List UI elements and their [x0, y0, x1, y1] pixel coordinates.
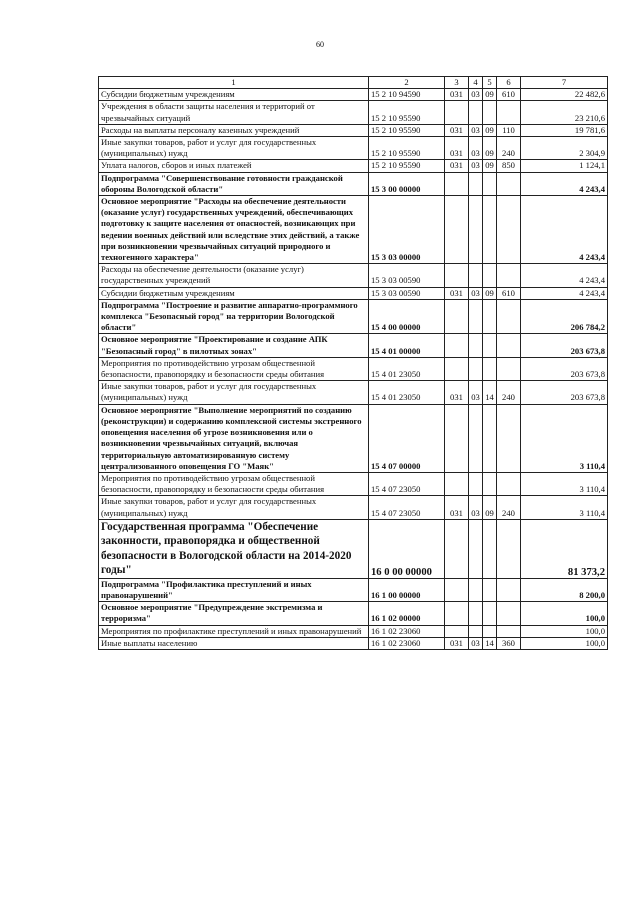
row-grbs-cell	[445, 602, 469, 625]
row-name-cell: Основное мероприятие "Расходы на обеспечение деятельности (оказание услуг) государственных учреждений, обеспечивающих подготовку к защите населения от опасностей, возникающих при ведении военных действий или вследствие этих действий, а также при возникновении чрезвычайных ситуаций природного и техногенного характера"	[99, 196, 369, 264]
row-csr-cell: 16 0 00 00000	[369, 519, 445, 578]
row-vr-cell: 240	[497, 496, 521, 519]
row-rz-cell: 03	[469, 287, 483, 299]
row-pr-cell	[483, 625, 497, 637]
row-sum-cell: 23 210,6	[521, 101, 608, 124]
row-name-cell: Субсидии бюджетным учреждениям	[99, 89, 369, 101]
row-csr-cell: 15 2 10 95590	[369, 124, 445, 136]
row-sum-cell: 3 110,4	[521, 404, 608, 472]
row-name-cell: Мероприятия по противодействию угрозам общественной безопасности, правопорядку и безопасности среды обитания	[99, 357, 369, 380]
row-vr-cell	[497, 196, 521, 264]
table-row	[99, 357, 608, 380]
row-grbs-cell	[445, 404, 469, 472]
row-rz-cell: 03	[469, 381, 483, 404]
page-number: 60	[316, 40, 324, 49]
row-csr-cell: 15 3 03 00000	[369, 196, 445, 264]
table-row	[99, 496, 608, 519]
row-sum-cell: 4 243,4	[521, 264, 608, 287]
table-row	[99, 602, 608, 625]
row-name-cell: Учреждения в области защиты населения и территорий от чрезвычайных ситуаций	[99, 101, 369, 124]
row-rz-cell	[469, 172, 483, 195]
row-name-cell: Государственная программа "Обеспечение законности, правопорядка и общественной безопасности в Вологодской области на 2014-2020 годы"	[99, 519, 369, 578]
row-rz-cell	[469, 602, 483, 625]
row-vr-cell: 850	[497, 160, 521, 172]
row-pr-cell	[483, 519, 497, 578]
row-pr-cell	[483, 264, 497, 287]
row-grbs-cell: 031	[445, 137, 469, 160]
header-cell-csr: 2	[369, 77, 445, 89]
header-cell-grbs: 3	[445, 77, 469, 89]
row-sum-cell: 2 304,9	[521, 137, 608, 160]
row-vr-cell	[497, 404, 521, 472]
row-name-cell: Мероприятия по профилактике преступлений и иных правонарушений	[99, 625, 369, 637]
row-vr-cell	[497, 625, 521, 637]
row-rz-cell: 03	[469, 160, 483, 172]
row-rz-cell	[469, 519, 483, 578]
row-sum-cell: 3 110,4	[521, 496, 608, 519]
row-name-cell: Основное мероприятие "Выполнение мероприятий по созданию (реконструкции) и содержанию комплексной системы экстренного оповещения населения об угрозе возникновения или о возникновении чрезвычайных ситуаций, включая территориальную автоматизированную систему централизованного оповещения ГО "Маяк"	[99, 404, 369, 472]
row-vr-cell	[497, 578, 521, 601]
table-row	[99, 137, 608, 160]
row-vr-cell: 240	[497, 381, 521, 404]
table-row	[99, 404, 608, 472]
row-sum-cell: 203 673,8	[521, 381, 608, 404]
row-csr-cell: 15 4 01 23050	[369, 381, 445, 404]
row-grbs-cell	[445, 357, 469, 380]
row-pr-cell: 09	[483, 496, 497, 519]
table-row	[99, 101, 608, 124]
row-sum-cell: 100,0	[521, 637, 608, 649]
row-sum-cell: 22 482,6	[521, 89, 608, 101]
row-grbs-cell: 031	[445, 89, 469, 101]
row-name-cell: Субсидии бюджетным учреждениям	[99, 287, 369, 299]
row-sum-cell: 19 781,6	[521, 124, 608, 136]
row-grbs-cell: 031	[445, 381, 469, 404]
row-grbs-cell	[445, 264, 469, 287]
row-grbs-cell	[445, 578, 469, 601]
table-row	[99, 519, 608, 578]
row-csr-cell: 15 3 03 00590	[369, 264, 445, 287]
row-sum-cell: 4 243,4	[521, 287, 608, 299]
row-pr-cell	[483, 404, 497, 472]
table-row	[99, 196, 608, 264]
header-cell-sum: 7	[521, 77, 608, 89]
row-rz-cell	[469, 299, 483, 334]
row-pr-cell	[483, 172, 497, 195]
row-csr-cell: 15 2 10 95590	[369, 101, 445, 124]
row-sum-cell: 100,0	[521, 602, 608, 625]
table-row	[99, 381, 608, 404]
row-sum-cell: 81 373,2	[521, 519, 608, 578]
row-name-cell: Подпрограмма "Профилактика преступлений и иных правонарушений"	[99, 578, 369, 601]
row-vr-cell	[497, 334, 521, 357]
row-vr-cell: 360	[497, 637, 521, 649]
row-rz-cell: 03	[469, 124, 483, 136]
row-name-cell: Подпрограмма "Построение и развитие аппаратно-программного комплекса "Безопасный город" на территории Вологодской области"	[99, 299, 369, 334]
table-row	[99, 264, 608, 287]
row-csr-cell: 15 4 01 00000	[369, 334, 445, 357]
row-name-cell: Основное мероприятие "Предупреждение экстремизма и терроризма"	[99, 602, 369, 625]
row-rz-cell: 03	[469, 89, 483, 101]
table-row	[99, 287, 608, 299]
row-name-cell: Уплата налогов, сборов и иных платежей	[99, 160, 369, 172]
row-name-cell: Иные выплаты населению	[99, 637, 369, 649]
row-rz-cell	[469, 101, 483, 124]
row-rz-cell	[469, 196, 483, 264]
row-vr-cell	[497, 472, 521, 495]
row-rz-cell	[469, 472, 483, 495]
row-grbs-cell	[445, 196, 469, 264]
row-pr-cell	[483, 472, 497, 495]
header-cell-pr: 5	[483, 77, 497, 89]
row-pr-cell: 09	[483, 160, 497, 172]
row-vr-cell	[497, 357, 521, 380]
row-vr-cell	[497, 299, 521, 334]
row-grbs-cell	[445, 519, 469, 578]
row-csr-cell: 15 3 03 00590	[369, 287, 445, 299]
row-rz-cell: 03	[469, 637, 483, 649]
row-grbs-cell: 031	[445, 496, 469, 519]
row-pr-cell: 09	[483, 124, 497, 136]
row-name-cell: Мероприятия по противодействию угрозам общественной безопасности, правопорядку и безопасности среды обитания	[99, 472, 369, 495]
row-vr-cell: 110	[497, 124, 521, 136]
row-name-cell: Иные закупки товаров, работ и услуг для государственных (муниципальных) нужд	[99, 137, 369, 160]
row-pr-cell	[483, 578, 497, 601]
row-name-cell: Расходы на обеспечение деятельности (оказание услуг) государственных учреждений	[99, 264, 369, 287]
row-rz-cell: 03	[469, 137, 483, 160]
row-rz-cell	[469, 578, 483, 601]
row-rz-cell	[469, 404, 483, 472]
row-sum-cell: 8 200,0	[521, 578, 608, 601]
row-csr-cell: 15 4 07 23050	[369, 472, 445, 495]
row-pr-cell: 14	[483, 637, 497, 649]
row-vr-cell	[497, 172, 521, 195]
row-grbs-cell: 031	[445, 160, 469, 172]
row-grbs-cell	[445, 172, 469, 195]
header-cell-rz: 4	[469, 77, 483, 89]
table-row	[99, 578, 608, 601]
row-name-cell: Основное мероприятие "Проектирование и создание АПК "Безопасный город" в пилотных зонах"	[99, 334, 369, 357]
row-vr-cell	[497, 519, 521, 578]
row-csr-cell: 15 4 01 23050	[369, 357, 445, 380]
row-vr-cell: 610	[497, 287, 521, 299]
row-pr-cell: 09	[483, 287, 497, 299]
row-sum-cell: 4 243,4	[521, 172, 608, 195]
row-sum-cell: 1 124,1	[521, 160, 608, 172]
row-csr-cell: 15 4 07 23050	[369, 496, 445, 519]
budget-table	[98, 76, 608, 650]
row-sum-cell: 203 673,8	[521, 334, 608, 357]
table-row	[99, 472, 608, 495]
table-row	[99, 637, 608, 649]
row-pr-cell	[483, 602, 497, 625]
row-grbs-cell	[445, 625, 469, 637]
table-row	[99, 89, 608, 101]
row-pr-cell: 09	[483, 89, 497, 101]
row-csr-cell: 15 2 10 95590	[369, 137, 445, 160]
row-csr-cell: 15 4 07 00000	[369, 404, 445, 472]
row-rz-cell	[469, 264, 483, 287]
row-name-cell: Подпрограмма "Совершенствование готовности гражданской обороны Вологодской области"	[99, 172, 369, 195]
table-row	[99, 334, 608, 357]
table-row	[99, 124, 608, 136]
row-vr-cell	[497, 264, 521, 287]
row-grbs-cell	[445, 334, 469, 357]
row-csr-cell: 16 1 00 00000	[369, 578, 445, 601]
row-grbs-cell	[445, 472, 469, 495]
row-grbs-cell: 031	[445, 287, 469, 299]
row-name-cell: Иные закупки товаров, работ и услуг для государственных (муниципальных) нужд	[99, 381, 369, 404]
row-sum-cell: 206 784,2	[521, 299, 608, 334]
row-pr-cell	[483, 357, 497, 380]
row-csr-cell: 16 1 02 00000	[369, 602, 445, 625]
row-vr-cell: 240	[497, 137, 521, 160]
row-pr-cell: 09	[483, 137, 497, 160]
row-pr-cell	[483, 334, 497, 357]
row-rz-cell	[469, 334, 483, 357]
table-row	[99, 625, 608, 637]
header-row	[99, 77, 608, 89]
row-vr-cell	[497, 602, 521, 625]
row-rz-cell: 03	[469, 496, 483, 519]
row-csr-cell: 15 2 10 95590	[369, 160, 445, 172]
row-rz-cell	[469, 357, 483, 380]
row-sum-cell: 100,0	[521, 625, 608, 637]
row-csr-cell: 16 1 02 23060	[369, 637, 445, 649]
row-pr-cell	[483, 101, 497, 124]
row-vr-cell	[497, 101, 521, 124]
row-sum-cell: 3 110,4	[521, 472, 608, 495]
row-grbs-cell: 031	[445, 124, 469, 136]
row-name-cell: Иные закупки товаров, работ и услуг для государственных (муниципальных) нужд	[99, 496, 369, 519]
table-row	[99, 299, 608, 334]
table-row	[99, 172, 608, 195]
row-rz-cell	[469, 625, 483, 637]
row-grbs-cell	[445, 101, 469, 124]
row-grbs-cell	[445, 299, 469, 334]
row-sum-cell: 4 243,4	[521, 196, 608, 264]
row-pr-cell	[483, 196, 497, 264]
row-vr-cell: 610	[497, 89, 521, 101]
row-csr-cell: 15 3 00 00000	[369, 172, 445, 195]
header-cell-name: 1	[99, 77, 369, 89]
row-grbs-cell: 031	[445, 637, 469, 649]
table-row	[99, 160, 608, 172]
row-sum-cell: 203 673,8	[521, 357, 608, 380]
row-pr-cell	[483, 299, 497, 334]
row-pr-cell: 14	[483, 381, 497, 404]
row-name-cell: Расходы на выплаты персоналу казенных учреждений	[99, 124, 369, 136]
row-csr-cell: 15 4 00 00000	[369, 299, 445, 334]
header-cell-vr: 6	[497, 77, 521, 89]
row-csr-cell: 16 1 02 23060	[369, 625, 445, 637]
row-csr-cell: 15 2 10 94590	[369, 89, 445, 101]
